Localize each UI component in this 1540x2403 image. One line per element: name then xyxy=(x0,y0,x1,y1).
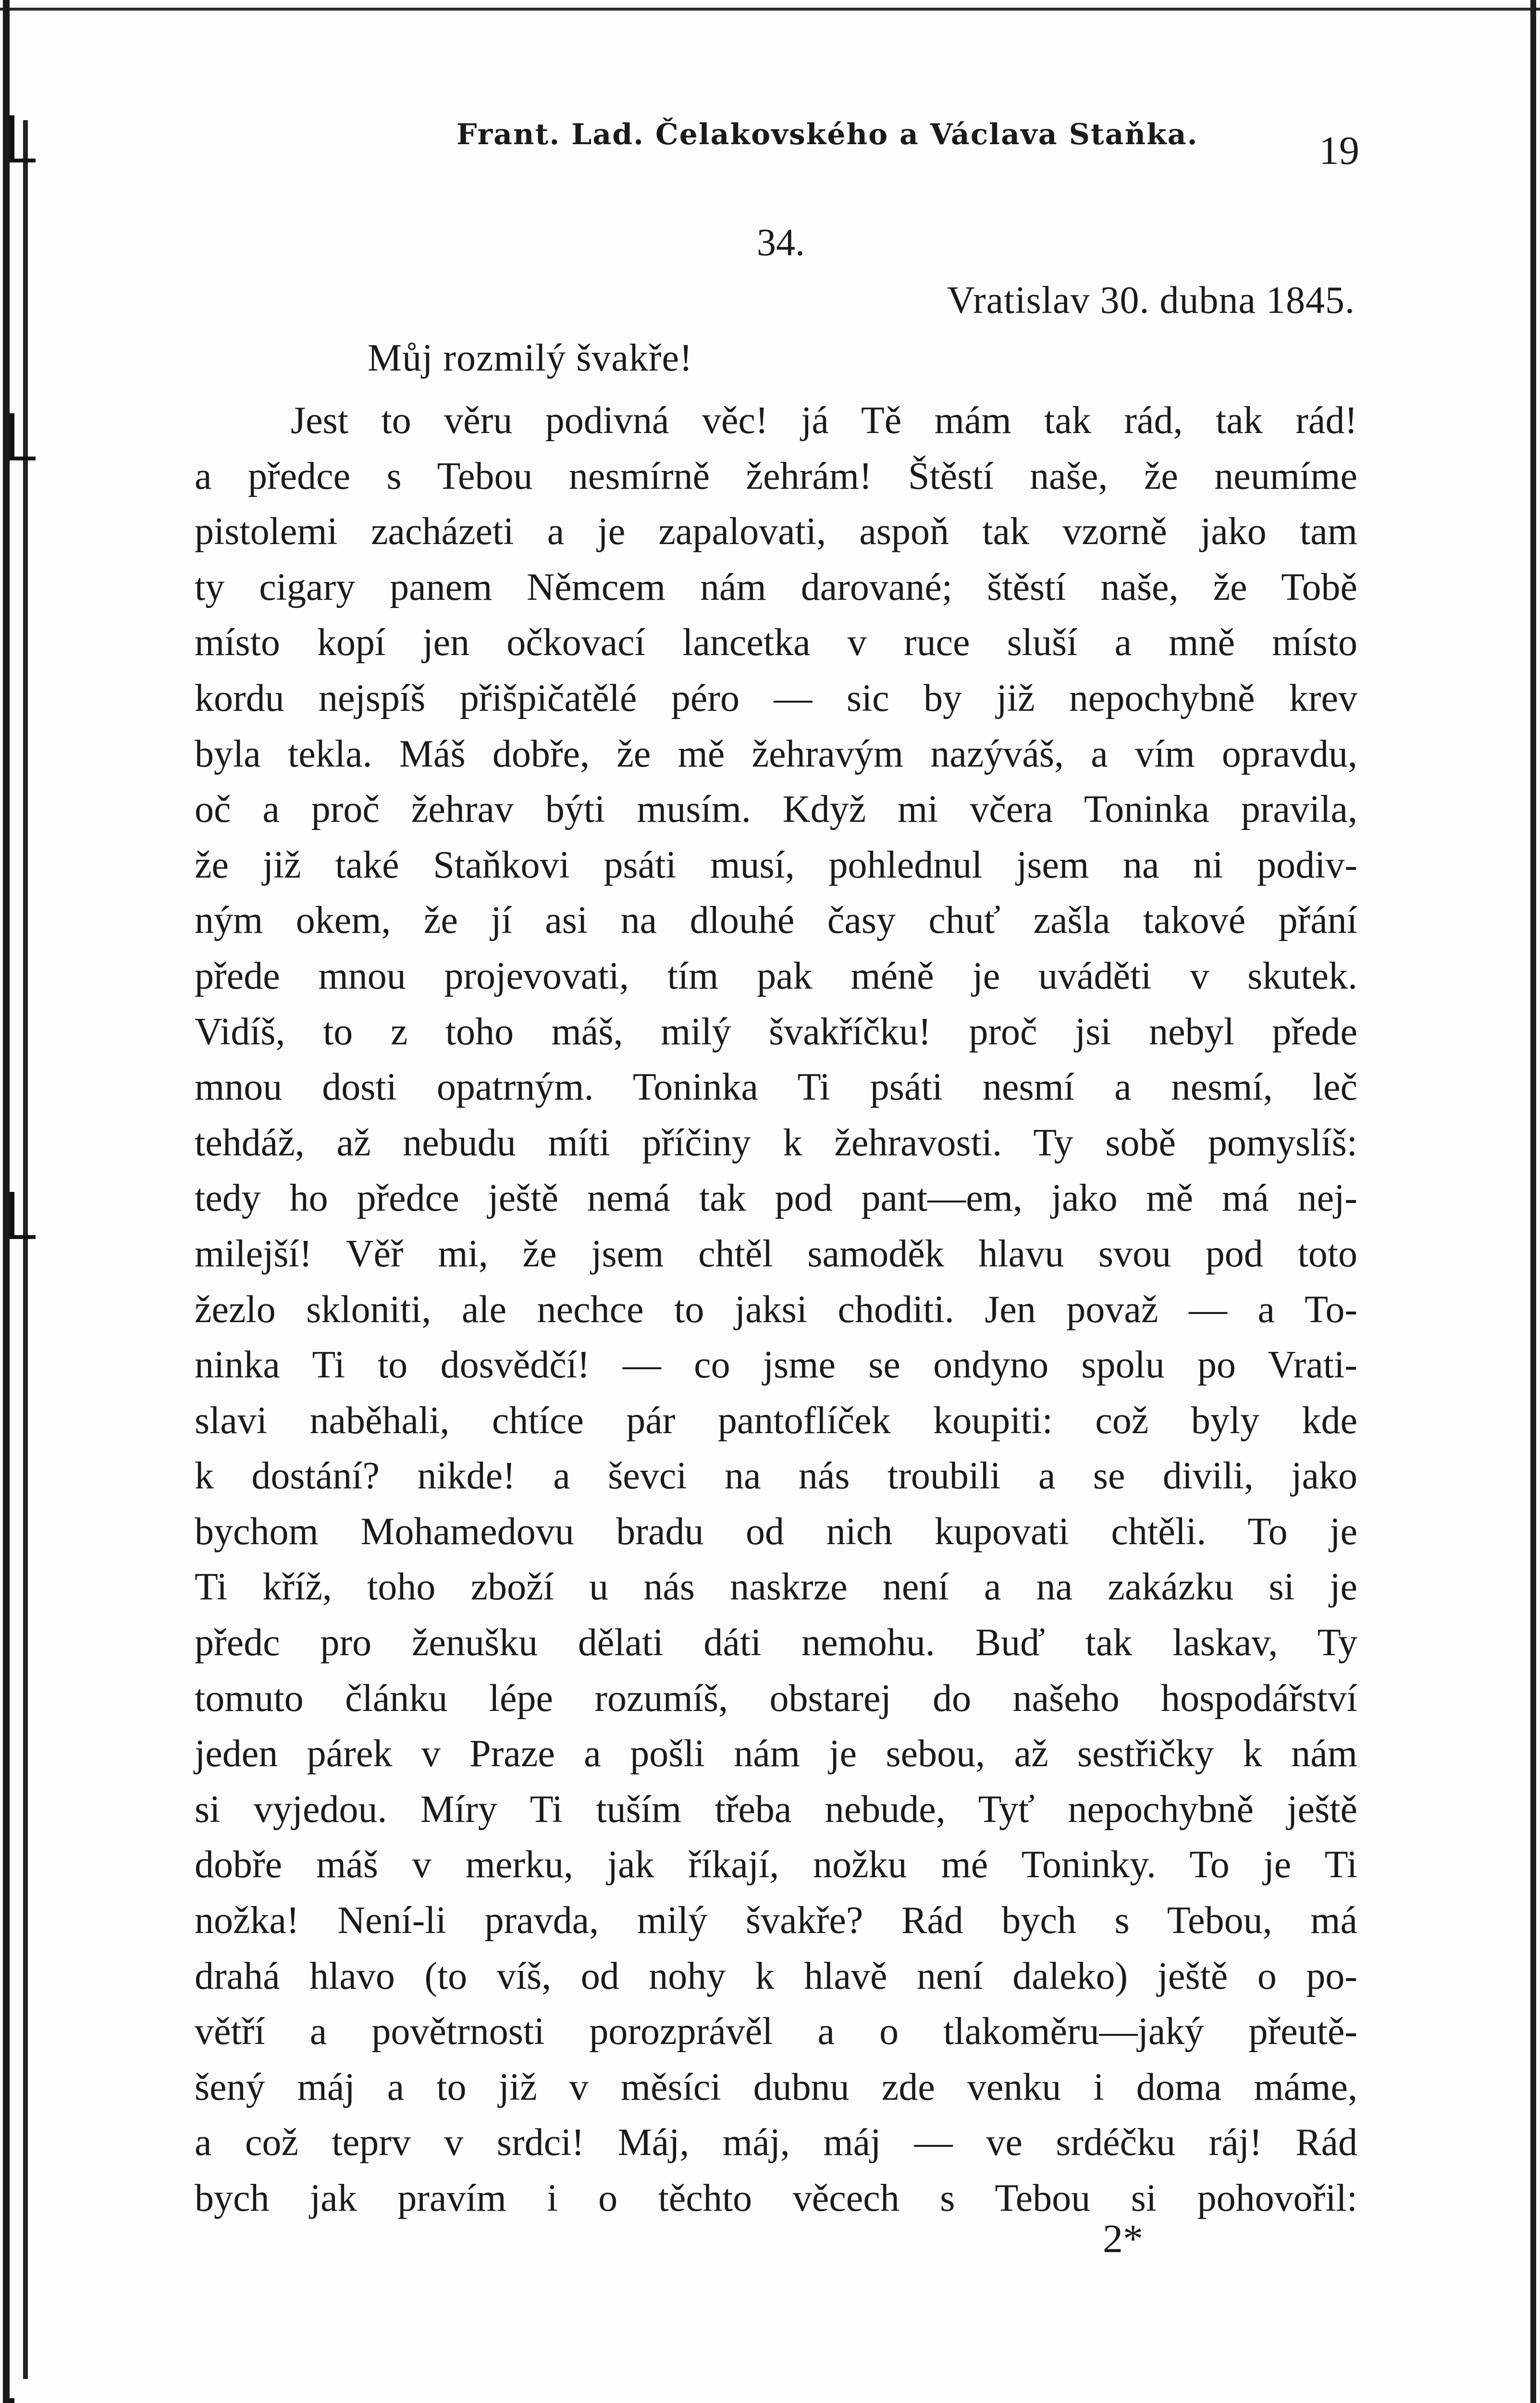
text-line: bych jak pravím i o těchto věcech s Tebou si pohovořil: xyxy=(195,2177,1357,2219)
text-line: dobře máš v merku, jak říkají, nožku mé Toninky. To je Ti xyxy=(195,1844,1357,1886)
letter-number: 34. xyxy=(757,222,805,264)
text-line: tehdáž, až nebudu míti příčiny k žehravosti. Ty sobě pomyslíš: xyxy=(195,1121,1357,1164)
text-line: místo kopí jen očkovací lancetka v ruce sluší a mně místo xyxy=(195,621,1357,664)
text-line: Ti kříž, toho zboží u nás naskrze není a na zakázku si je xyxy=(195,1566,1357,1609)
scan-top-edge xyxy=(0,8,1540,11)
text-line: a což teprv v srdci! Máj, máj, máj — ve srdéčku ráj! Rád xyxy=(195,2121,1357,2164)
text-line: ty cigary panem Němcem nám darované; štěstí naše, že Tobě xyxy=(195,566,1357,608)
salutation: Můj rozmilý švakře! xyxy=(368,337,693,379)
text-line: bychom Mohamedovu bradu od nich kupovati chtěli. To je xyxy=(195,1510,1357,1553)
text-line: ným okem, že jí asi na dlouhé časy chuť zašla takové přání xyxy=(195,899,1357,942)
text-line: k dostání? nikde! a ševci na nás troubili a se divili, jako xyxy=(195,1455,1357,1498)
running-head: Frant. Lad. Čelakovského a Václava Staňka. xyxy=(456,118,1198,151)
text-line: žezlo skloniti, ale nechce to jaksi choditi. Jen považ — a To- xyxy=(195,1288,1357,1331)
text-line: nožka! Není-li pravda, milý švakře? Rád bych s Tebou, má xyxy=(195,1899,1357,1942)
binding-edge xyxy=(3,0,10,2403)
place-date: Vratislav 30. dubna 1845. xyxy=(947,279,1355,322)
text-line: oč a proč žehrav býti musím. Když mi včera Toninka pravila, xyxy=(195,788,1357,831)
text-line: mnou dosti opatrným. Toninka Ti psáti nesmí a nesmí, leč xyxy=(195,1066,1357,1109)
text-line: že již také Staňkovi psáti musí, pohlednul jsem na ni podiv- xyxy=(195,843,1357,886)
text-line: tedy ho předce ještě nemá tak pod pant—em, jako mě má nej- xyxy=(195,1177,1357,1220)
text-line: pistolemi zacházeti a je zapalovati, aspoň tak vzorně jako tam xyxy=(195,510,1357,553)
text-line: předc pro ženušku dělati dáti nemohu. Buď tak laskav, Ty xyxy=(195,1622,1357,1664)
text-line: slavi naběhali, chtíce pár pantoflíček koupiti: což byly kde xyxy=(195,1399,1357,1442)
page-number: 19 xyxy=(1319,128,1359,173)
binding-stitch-mark xyxy=(10,115,36,162)
text-line: ninka Ti to dosvědčí! — co jsme se ondyno spolu po Vrati- xyxy=(195,1344,1357,1387)
text-line: Vidíš, to z toho máš, milý švakříčku! proč jsi nebyl přede xyxy=(195,1010,1357,1053)
text-line: byla tekla. Máš dobře, že mě žehravým nazýváš, a vím opravdu, xyxy=(195,732,1357,775)
text-line: přede mnou projevovati, tím pak méně je uváděti v skutek. xyxy=(195,954,1357,997)
text-line: kordu nejspíš přišpičatělé péro — sic by již nepochybně krev xyxy=(195,677,1357,719)
signature-mark: 2* xyxy=(1103,2217,1143,2261)
binding-stitch-mark xyxy=(10,413,36,460)
text-line: větří a povětrnosti porozprávěl a o tlakoměru—jaký přeutě- xyxy=(195,2010,1357,2053)
binding-stitch-mark xyxy=(10,2398,36,2403)
text-line: tomuto článku lépe rozumíš, obstarej do našeho hospodářství xyxy=(195,1677,1357,1720)
text-line: Jest to věru podivná věc! já Tě mám tak rád, tak rád! xyxy=(291,399,1357,442)
text-line: jeden párek v Praze a pošli nám je sebou, až sestřičky k nám xyxy=(195,1733,1357,1775)
text-line: drahá hlavo (to víš, od nohy k hlavě není daleko) ještě o po- xyxy=(195,1955,1357,1997)
text-line: milejší! Věř mi, že jsem chtěl samoděk hlavu svou pod toto xyxy=(195,1232,1357,1275)
text-line: šený máj a to již v měsíci dubnu zde venku i doma máme, xyxy=(195,2066,1357,2108)
binding-stitch-mark xyxy=(10,1192,36,1239)
letter-body xyxy=(195,393,1357,2227)
text-line: a předce s Tebou nesmírně žehrám! Štěstí naše, že neumíme xyxy=(195,455,1357,497)
scan-right-edge xyxy=(1530,0,1536,2403)
text-line: si vyjedou. Míry Ti tuším třeba nebude, Tyť nepochybně ještě xyxy=(195,1788,1357,1831)
